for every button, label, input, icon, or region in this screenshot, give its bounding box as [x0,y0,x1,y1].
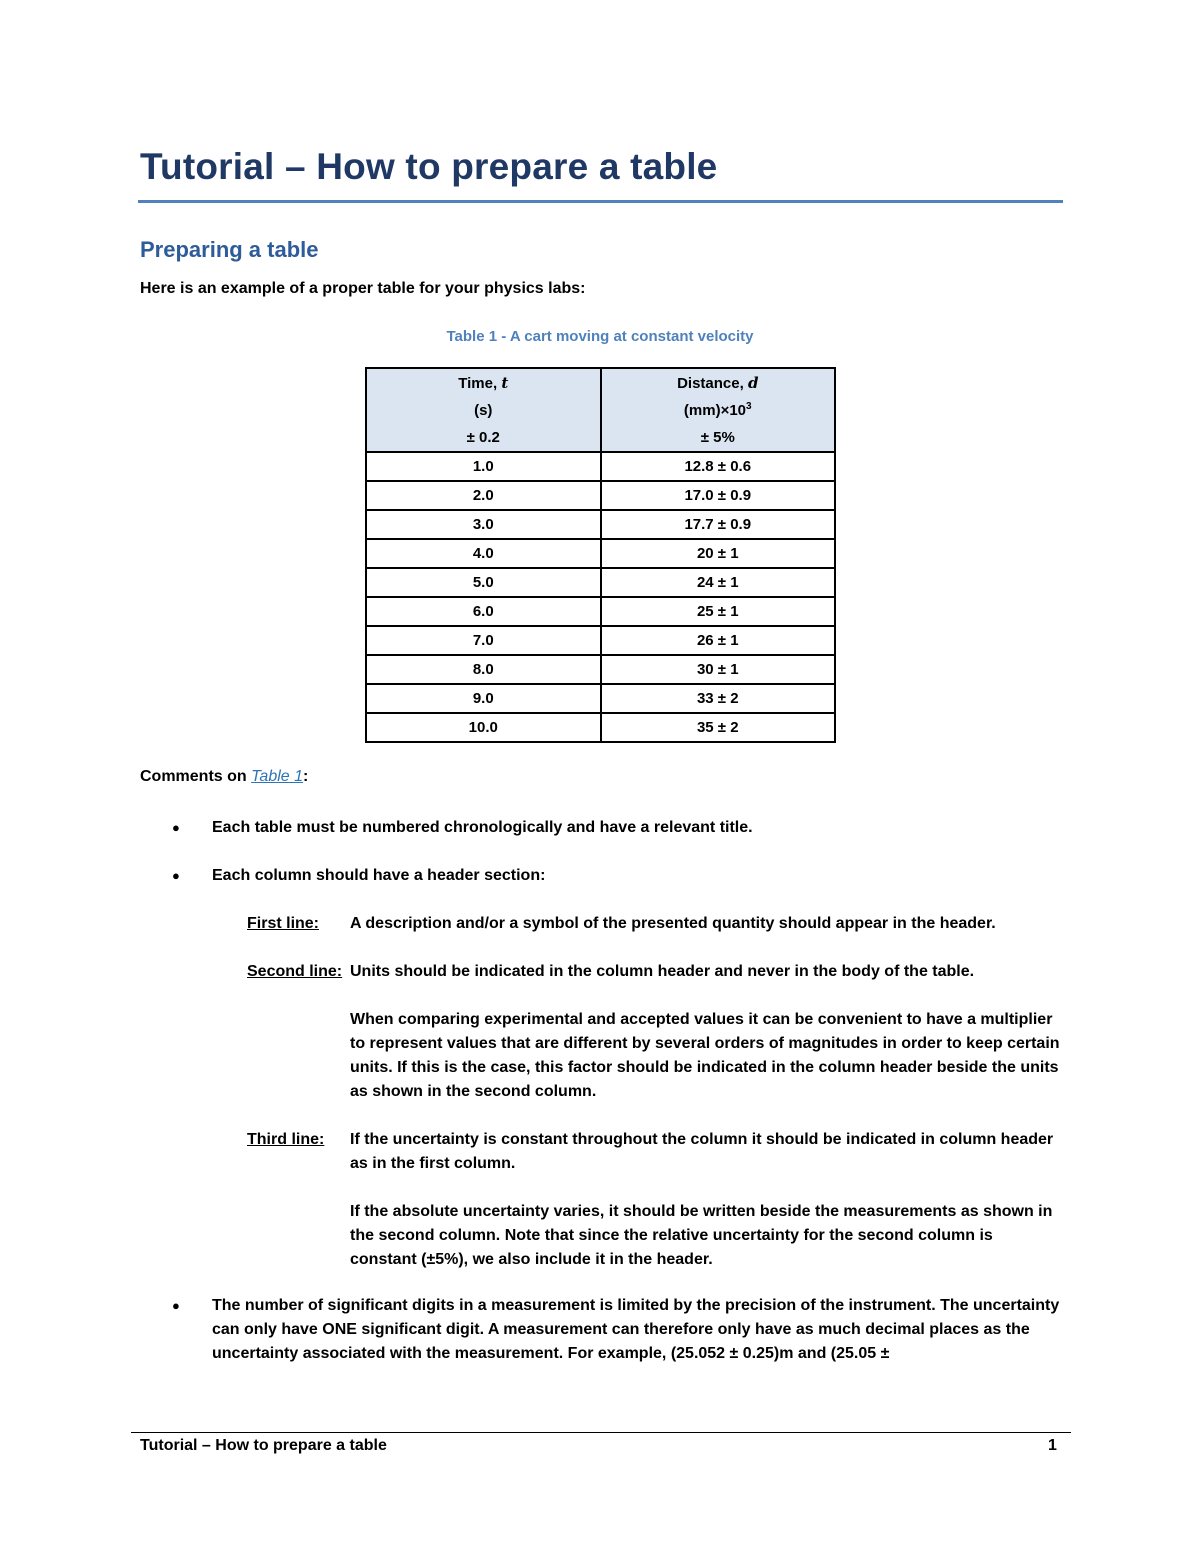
comments-prefix: Comments on [140,768,252,785]
header-time [366,368,601,452]
second-line-text-2: When comparing experimental and accepted values it can be convenient to have a multiplier to represent values that are different by several orders of magnitudes in order to keep certain units. If this is the case, this factor should be indicated in the column header beside the units as shown in the second column. [350,1011,1060,1100]
title-underline [138,200,1063,203]
page-number: 1 [1048,1437,1057,1454]
table-row [366,568,835,597]
table-header-row [366,368,835,452]
table-row [366,452,835,481]
table-1-link[interactable]: Table 1 [251,768,304,785]
bullet-text: Each column should have a header section: [212,867,546,884]
third-line-text-2: If the absolute uncertainty varies, it should be written beside the measurements as shown in the second column. Note that since the relative uncertainty for the second column is constant (±5%), we also include it in the header. [350,1203,1053,1268]
time-cell: 5.0 [366,568,601,597]
bullet-icon: ● [172,868,180,883]
header-time-uncertainty: ± 0.2 [466,428,500,446]
distance-cell: 35 ± 2 [601,713,836,742]
table-row [366,655,835,684]
time-cell: 6.0 [366,597,601,626]
bullet-icon: ● [172,1298,180,1313]
table-row [366,684,835,713]
table-row [366,539,835,568]
footer-divider [131,1432,1071,1433]
second-line-label: Second line: [247,963,343,980]
section-heading: Preparing a table [140,237,319,262]
bullet-text: Each table must be numbered chronologically and have a relevant title. [212,819,753,836]
table-row [366,713,835,742]
third-line-text: If the uncertainty is constant throughout the column it should be indicated in column header as in the first column. [350,1131,1054,1172]
header-distance-symbol: d [747,373,759,392]
distance-cell: 33 ± 2 [601,684,836,713]
distance-cell: 30 ± 1 [601,655,836,684]
header-distance-uncertainty: ± 5% [700,428,735,446]
page-title: Tutorial – How to prepare a table [140,146,718,187]
distance-cell: 26 ± 1 [601,626,836,655]
table-row [366,510,835,539]
time-cell: 8.0 [366,655,601,684]
time-cell: 1.0 [366,452,601,481]
table-row [366,626,835,655]
table-body [366,452,835,742]
header-distance-label: Distance, [677,374,748,392]
distance-cell: 17.0 ± 0.9 [601,481,836,510]
header-time-unit: (s) [474,401,493,419]
table-row [366,481,835,510]
distance-cell: 20 ± 1 [601,539,836,568]
time-cell: 3.0 [366,510,601,539]
comments-line [140,768,308,786]
distance-cell: 17.7 ± 0.9 [601,510,836,539]
header-time-symbol: t [501,373,509,392]
second-line-text: Units should be indicated in the column header and never in the body of the table. [350,963,975,980]
time-cell: 2.0 [366,481,601,510]
table-caption: Table 1 - A cart moving at constant velocity [446,328,754,345]
distance-cell: 25 ± 1 [601,597,836,626]
third-line-label: Third line: [247,1131,325,1148]
table-row [366,597,835,626]
header-distance-exponent: 3 [746,400,752,412]
header-distance-unit: (mm)×10 [683,401,747,419]
bullet-icon: ● [172,820,180,835]
distance-cell: 24 ± 1 [601,568,836,597]
first-line-label: First line: [247,915,320,932]
header-time-label: Time, [458,374,502,392]
time-cell: 10.0 [366,713,601,742]
footer-title: Tutorial – How to prepare a table [140,1437,387,1454]
time-cell: 7.0 [366,626,601,655]
comments-suffix: : [303,768,309,785]
bullet-text: The number of significant digits in a measurement is limited by the precision of the instrument. The uncertainty can only have ONE significant digit. A measurement can therefore only have as much decimal places as the uncertainty associated with the measurement. For example, (25.052 ± 0.25)m and (25.05 ± [212,1297,1060,1362]
intro-text: Here is an example of a proper table for your physics labs: [140,280,586,297]
first-line-text: A description and/or a symbol of the presented quantity should appear in the header. [350,915,996,932]
distance-cell: 12.8 ± 0.6 [601,452,836,481]
time-cell: 4.0 [366,539,601,568]
header-distance [601,368,836,452]
data-table [365,367,836,743]
time-cell: 9.0 [366,684,601,713]
